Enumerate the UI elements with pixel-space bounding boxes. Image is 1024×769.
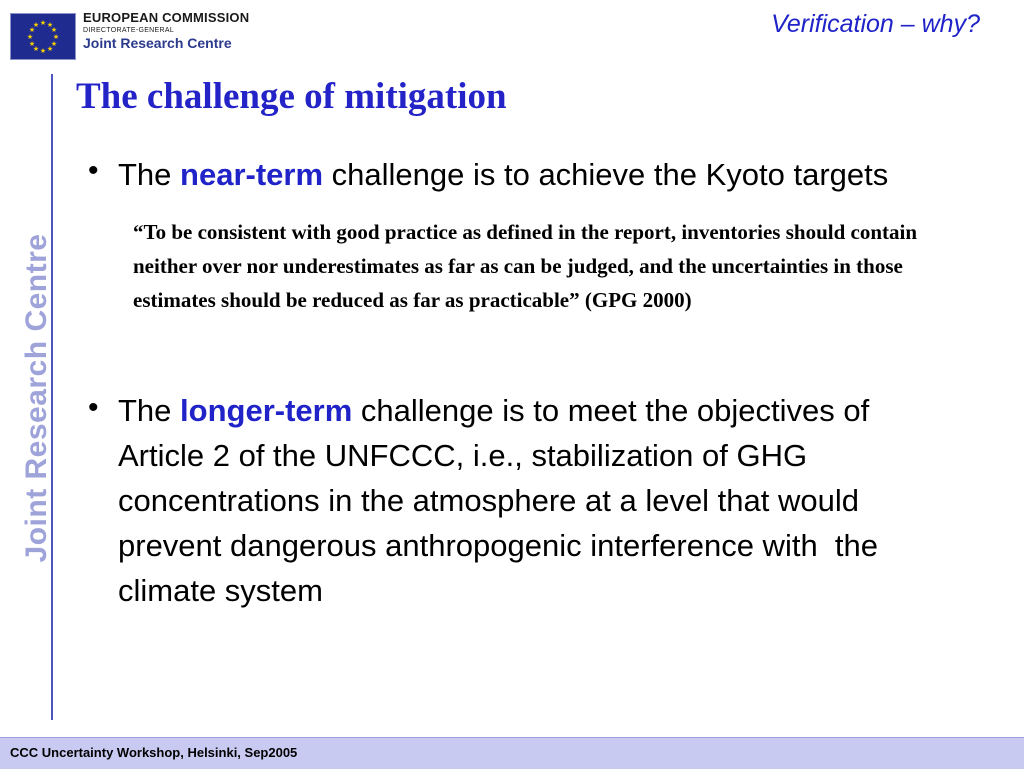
svg-text:★: ★ [50,26,58,34]
svg-text:★: ★ [52,33,60,41]
org-jrc: Joint Research Centre [83,35,232,51]
bullet-near-term [118,152,888,197]
bullet-suffix: challenge is to achieve the Kyoto targets [323,157,889,192]
org-directorate: DIRECTORATE-GENERAL [83,27,175,34]
svg-text:★: ★ [39,19,47,27]
svg-text:★: ★ [28,40,36,48]
svg-text:★: ★ [28,26,36,34]
bullet-line: prevent dangerous anthropogenic interference with the [118,528,878,563]
footer-bar [0,737,1024,769]
footer-text: CCC Uncertainty Workshop, Helsinki, Sep2005 [10,745,298,760]
svg-text:★: ★ [46,21,54,29]
org-name: EUROPEAN COMMISSION [83,10,250,25]
bullet-line: Article 2 of the UNFCCC, i.e., stabilization of GHG [118,438,808,473]
bullet-suffix: challenge is to meet the objectives of [352,393,870,428]
vertical-brand-label: Joint Research Centre [20,233,53,563]
bullet-longer-term [118,388,878,613]
eu-stars-icon [11,14,75,59]
svg-text:★: ★ [26,33,34,41]
bullet-line: climate system [118,573,323,608]
logo-text-block [83,10,249,51]
bullet-prefix: The [118,157,181,192]
section-title: Verification – why? [771,10,980,38]
gpg-quote: “To be consistent with good practice as defined in the report, inventories should contain neither over nor underestimates as far as can be judged, and the uncertainties in those estimates should be reduced as far as practicable” (GPG 2000) [133,220,918,312]
emphasis-near-term: near-term [180,157,324,192]
ec-jrc-logo [7,10,250,60]
svg-text:★: ★ [39,47,47,55]
svg-text:★: ★ [32,21,40,29]
svg-text:★: ★ [46,45,54,53]
bullet-prefix: The [118,393,181,428]
bullet-marker: • [88,154,99,187]
svg-text:★: ★ [50,40,58,48]
bullet-marker: • [88,391,99,424]
bullet-line [118,388,878,433]
eu-flag-icon [10,13,76,60]
svg-text:★: ★ [32,45,40,53]
bullet-line: concentrations in the atmosphere at a level that would [118,483,860,518]
slide-title: The challenge of mitigation [76,76,507,117]
emphasis-longer-term: longer-term [180,393,353,428]
